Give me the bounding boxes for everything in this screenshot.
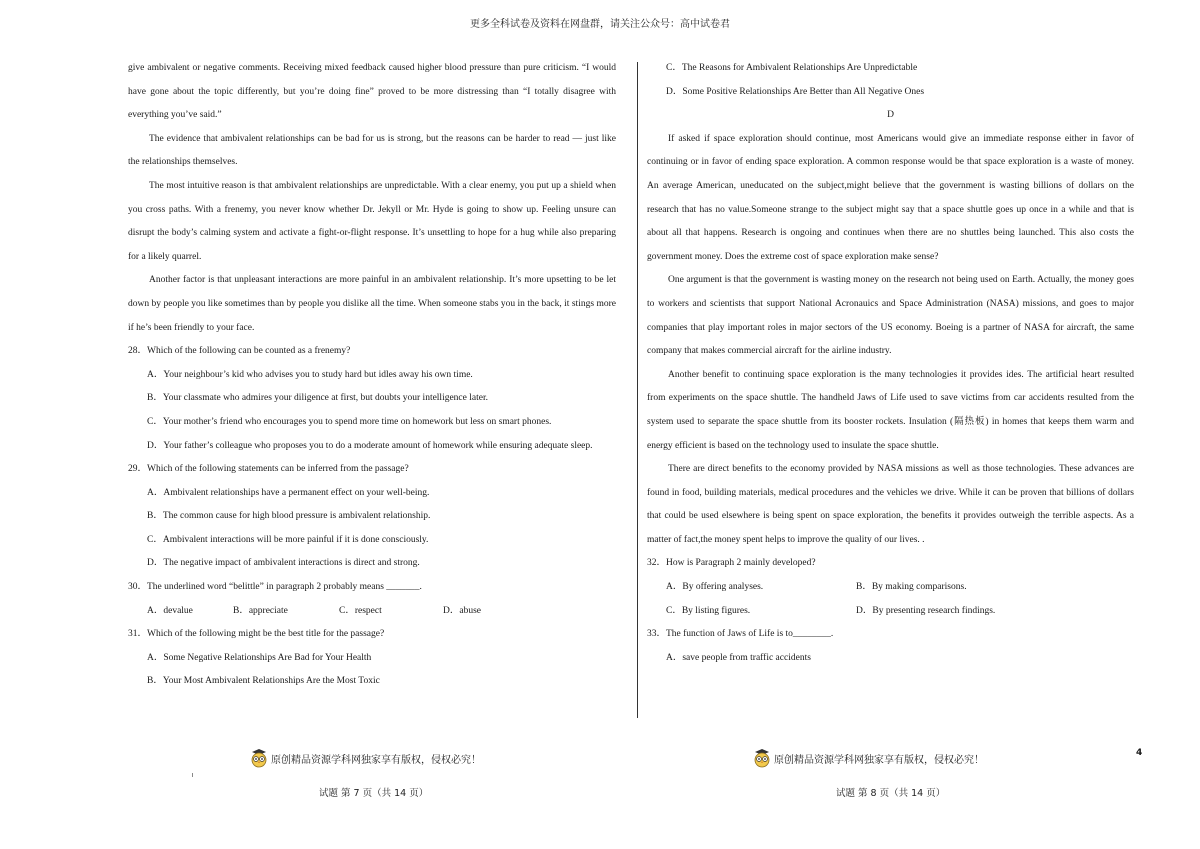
question-30-stem: 30．The underlined word “belittle” in paragraph 2 probably means _______.	[128, 582, 422, 593]
page-header: 更多全科试卷及资料在网盘群，请关注公众号：高中试卷君	[470, 19, 730, 30]
question-29-option-c: C．Ambivalent interactions will be more painful if it is done consciously.	[147, 534, 429, 545]
question-29-option-b: B．The common cause for high blood pressure is ambivalent relationship.	[147, 511, 431, 522]
paragraph: If asked if space exploration should continue, most Americans would give an immediate response either in favor of continuing or in favor of ending space exploration. A common response would be that space exploration is a waste of money. An average American, uneducated on the subject,might believe that the government is wasting billions of dollars on the research that has no value.Someone strange to the subject might say that a space shuttle goes up once in a while and that is about all that happens. Research is ongoing and continues when there are no shuttles being launched. This also costs the government money. Does the extreme cost of space exploration make sense?	[647, 133, 1134, 262]
paragraph: The most intuitive reason is that ambivalent relationships are unpredictable. With a clear enemy, you put up a shield when you cross paths. With a frenemy, you never know whether Dr. Jekyll or Mr. Hyde is going to show up. Feeling unsure can disrupt the body’s calming system and activate a fight-or-flight response. It’s unsettling to hope for a hug while also preparing for a likely quarrel.	[128, 180, 616, 262]
question-32-option-a: A．By offering analyses.	[666, 582, 764, 593]
question-30-option-c: C．respect	[339, 605, 382, 616]
copyright-text: 原创精品资源学科网独家享有版权，侵权必究！	[774, 754, 984, 766]
paragraph: Another factor is that unpleasant interactions are more painful in an ambivalent relationship. It’s more upsetting to be let down by people you like sometimes than by people you dislike all the time. When someone stabs you in the back, it stings more if he’s been friendly to your face.	[128, 275, 616, 333]
paragraph: The evidence that ambivalent relationships can be bad for us is strong, but the reasons can be harder to read — just like the relationships themselves.	[128, 133, 616, 168]
question-30-option-a: A．devalue	[147, 605, 193, 616]
question-32-stem: 32．How is Paragraph 2 mainly developed?	[647, 558, 816, 569]
question-33-stem: 33．The function of Jaws of Life is to________.	[647, 629, 834, 640]
copyright-text: 原创精品资源学科网独家享有版权，侵权必究！	[271, 754, 481, 766]
copyright-notice	[752, 748, 984, 768]
owl-logo-icon	[249, 748, 269, 768]
scan-mark	[192, 773, 193, 777]
question-31-option-c: C．The Reasons for Ambivalent Relationships Are Unpredictable	[666, 63, 918, 73]
question-30-option-b: B．appreciate	[233, 605, 288, 616]
paragraph: One argument is that the government is wasting money on the research not being used on Earth. Actually, the money goes to workers and scientists that support National Acronauics and Space Administration (NASA) missions, and goes to major companies that play important roles in major sectors of the US economy. Boeing is a partner of NASA for aircraft, the same company that makes commercial aircraft for the airline industry.	[647, 275, 1134, 357]
question-31-option-d: D．Some Positive Relationships Are Better than All Negative Ones	[666, 86, 925, 97]
question-30-options	[128, 600, 616, 624]
question-31-option-b: B．Your Most Ambivalent Relationships Are the Most Toxic	[147, 676, 380, 687]
question-33-option-a: A．save people from traffic accidents	[666, 652, 811, 663]
question-28-option-d: D．Your father’s colleague who proposes you to do a moderate amount of homework while ensuring adequate sleep.	[147, 440, 593, 451]
question-30-option-d: D．abuse	[443, 605, 481, 616]
sheet-number: 4	[1136, 748, 1143, 758]
question-32-options-row-2	[647, 600, 1134, 624]
question-28-option-b: B．Your classmate who admires your diligence at first, but doubts your intelligence later.	[147, 393, 488, 404]
copyright-notice	[249, 748, 481, 768]
question-32-option-d: D．By presenting research findings.	[856, 605, 996, 616]
owl-logo-icon	[752, 748, 772, 768]
question-29-stem: 29．Which of the following statements can be inferred from the passage?	[128, 464, 409, 475]
section-heading: D	[887, 110, 894, 121]
question-28-stem: 28．Which of the following can be counted as a frenemy?	[128, 346, 351, 357]
column-divider	[637, 62, 638, 718]
question-32-option-c: C．By listing figures.	[666, 605, 751, 616]
question-28-option-a: A．Your neighbour’s kid who advises you to study hard but idles away his own time.	[147, 369, 473, 380]
question-29-option-a: A．Ambivalent relationships have a permanent effect on your well-being.	[147, 487, 430, 498]
question-32-option-b: B．By making comparisons.	[856, 582, 967, 593]
left-column	[128, 57, 616, 694]
right-column	[647, 57, 1134, 670]
page-footer-left: 试题 第 7 页（共 14 页）	[319, 788, 429, 799]
question-31-stem: 31．Which of the following might be the best title for the passage?	[128, 629, 385, 640]
question-31-option-a: A．Some Negative Relationships Are Bad for Your Health	[147, 652, 372, 663]
question-32-options-row-1	[647, 576, 1134, 600]
paragraph: There are direct benefits to the economy provided by NASA missions as well as those technologies. These advances are found in food, building materials, medical procedures and the vehicles we drive. While it can be proven that billions of dollars that could be used elsewhere is being spent on space exploration, the benefits it provides outweigh the terrible aspects. As a matter of fact,the money spent helps to improve the quality of our lives. .	[647, 464, 1134, 545]
page-footer-right: 试题 第 8 页（共 14 页）	[836, 788, 946, 799]
paragraph: give ambivalent or negative comments. Receiving mixed feedback caused higher blood pressure than pure criticism. “I would have gone about the topic differently, but you’re doing fine” proved to be more distressing than “I totally disagree with everything you’ve said.”	[128, 63, 616, 121]
question-28-option-c: C．Your mother’s friend who encourages you to spend more time on homework but less on smart phones.	[147, 416, 552, 427]
paragraph: Another benefit to continuing space exploration is the many technologies it provides ides. The artificial heart resulted from experiments on the space shuttle. The handheld Jaws of Life used to save victims from car accidents resulted from the system used to separate the space shuttle from its booster rockets. Insulation (隔热板) in homes that keeps them warm and energy efficient is based on the technology used to insulate the space shuttle.	[647, 369, 1134, 451]
question-29-option-d: D．The negative impact of ambivalent interactions is direct and strong.	[147, 558, 420, 569]
